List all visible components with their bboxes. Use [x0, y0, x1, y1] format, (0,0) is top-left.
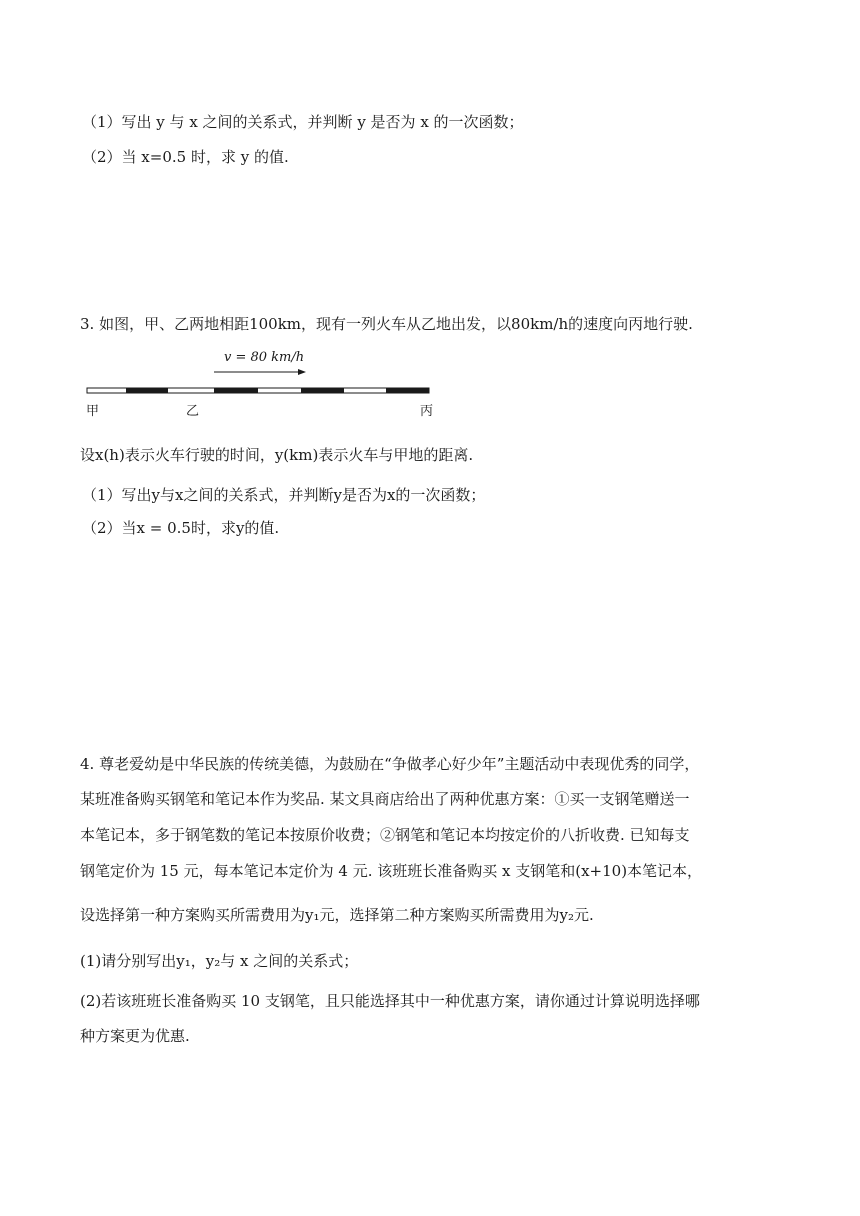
q3-setup: 设x(h)表示火车行驶的时间，y(km)表示火车与甲地的距离.: [80, 446, 474, 464]
q4-line3: 本笔记本，多于钢笔数的笔记本按原价收费；②钢笔和笔记本均按定价的八折收费. 已知每支: [80, 826, 690, 844]
q3-figure: [86, 348, 446, 418]
q4-line1: 4. 尊老爱幼是中华民族的传统美德，为鼓励在“争做孝心好少年”主题活动中表现优秀的同学，: [80, 755, 700, 773]
rail-segment: [214, 388, 258, 393]
q4-line5: 设选择第一种方案购买所需费用为y₁元，选择第二种方案购买所需费用为y₂元.: [80, 906, 594, 924]
q3-stem: 3. 如图，甲、乙两地相距100km，现有一列火车从乙地出发，以80km/h的速度向丙地行驶.: [80, 315, 693, 333]
q3-part1: （1）写出y与x之间的关系式，并判断y是否为x的一次函数；: [82, 486, 486, 504]
q2-part2: （2）当 x=0.5 时，求 y 的值.: [82, 148, 289, 166]
label-bing: 丙: [420, 404, 434, 419]
q4-part1: (1)请分别写出y₁，y₂与 x 之间的关系式；: [80, 952, 359, 970]
rail-segment: [301, 388, 344, 393]
speed-label: v = 80 km/h: [224, 350, 305, 365]
q4-part2-line2: 种方案更为优惠.: [80, 1027, 190, 1045]
q4-part2-line1: (2)若该班班长准备购买 10 支钢笔，且只能选择其中一种优惠方案，请你通过计算说明选择哪: [80, 992, 700, 1010]
rail-segment: [386, 388, 429, 393]
label-yi: 乙: [186, 404, 200, 419]
rail-segment: [126, 388, 168, 393]
speed-arrow-head: [298, 369, 306, 375]
label-jia: 甲: [86, 404, 100, 419]
q4-line2: 某班准备购买钢笔和笔记本作为奖品. 某文具商店给出了两种优惠方案：①买一支钢笔赠送一: [80, 790, 690, 808]
q2-part1: （1）写出 y 与 x 之间的关系式，并判断 y 是否为 x 的一次函数；: [82, 113, 524, 131]
q4-line4: 钢笔定价为 15 元，每本笔记本定价为 4 元. 该班班长准备购买 x 支钢笔和(x+10)本笔记本，: [80, 862, 703, 880]
q3-part2: （2）当x = 0.5时，求y的值.: [82, 519, 280, 537]
